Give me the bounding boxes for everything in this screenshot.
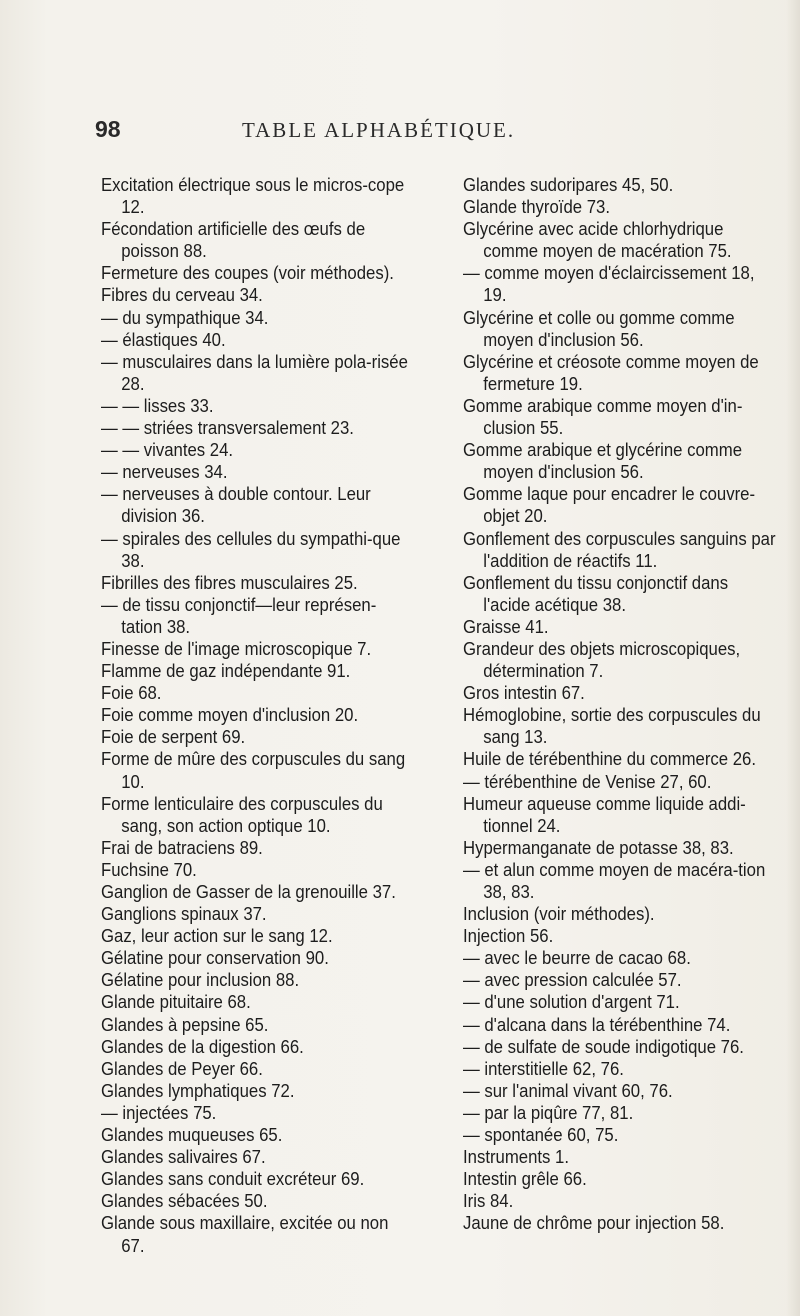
index-entry: Glandes sudoripares 45, 50.: [463, 175, 674, 195]
index-entry: — d'une solution d'argent 71.: [463, 992, 680, 1013]
index-entry: — musculaires dans la lumière pola-risée 28.: [101, 351, 408, 394]
index-entry: Instruments 1.: [463, 1147, 570, 1168]
index-entry: — et alun comme moyen de macéra-tion 38, 83.: [463, 859, 766, 902]
index-entry: — spontanée 60, 75.: [463, 1125, 619, 1146]
index-entry: Iris 84.: [463, 1191, 514, 1212]
index-entry: Frai de batraciens 89.: [101, 837, 263, 858]
index-entry: — du sympathique 34.: [101, 307, 269, 328]
running-title: TABLE ALPHABÉTIQUE.: [242, 118, 516, 142]
index-entry: Jaune de chrôme pour injection 58.: [463, 1213, 725, 1234]
index-entry: Glycérine avec acide chlorhydrique comme moyen de macération 75.: [463, 219, 732, 262]
index-entry: Ganglion de Gasser de la grenouille 37.: [101, 882, 396, 902]
index-entry: Glandes salivaires 67.: [101, 1147, 266, 1168]
index-entry: Gélatine pour inclusion 88.: [101, 970, 300, 991]
index-entry: — injectées 75.: [101, 1102, 217, 1123]
index-entry: Grandeur des objets microscopiques, détermination 7.: [463, 638, 741, 682]
index-entry: — — vivantes 24.: [101, 440, 234, 461]
index-entry: Foie comme moyen d'inclusion 20.: [101, 705, 359, 726]
index-entry: — spirales des cellules du sympathi-que 38.: [101, 528, 401, 571]
index-entry: — — striées transversalement 23.: [101, 418, 354, 439]
index-entry: Huile de térébenthine du commerce 26.: [463, 749, 756, 770]
index-entry: Gélatine pour conservation 90.: [101, 948, 329, 969]
index-entry: Glandes à pepsine 65.: [101, 1014, 269, 1035]
index-entry: Forme de mûre des corpuscules du sang 10.: [101, 749, 406, 792]
page-number: 98: [95, 116, 121, 142]
index-entry: — de sulfate de soude indigotique 76.: [463, 1036, 744, 1057]
index-entry: Excitation électrique sous le micros-cope 12.: [101, 175, 405, 218]
index-entry: Fuchsine 70.: [101, 859, 197, 880]
index-entry: Forme lenticulaire des corpuscules du sang, son action optique 10.: [101, 793, 383, 836]
index-entry: Graisse 41.: [463, 616, 549, 637]
index-entry: Fécondation artificielle des œufs de poisson 88.: [101, 219, 366, 262]
index-entry: — nerveuses 34.: [101, 462, 228, 483]
index-entry: Flamme de gaz indépendante 91.: [101, 661, 351, 682]
index-entry: Foie de serpent 69.: [101, 727, 246, 748]
index-entry: Fibres du cerveau 34.: [101, 285, 263, 306]
index-entry: Glandes muqueuses 65.: [101, 1125, 283, 1146]
index-entry: Gomme arabique comme moyen d'in-clusion 55.: [463, 395, 743, 439]
index-entry: Humeur aqueuse comme liquide addi-tionnel 24.: [463, 793, 746, 836]
index-entry: — sur l'animal vivant 60, 76.: [463, 1080, 673, 1101]
index-entry: Glandes sans conduit excréteur 69.: [101, 1169, 365, 1190]
index-entry: Gros intestin 67.: [463, 683, 585, 704]
index-entry: Gaz, leur action sur le sang 12.: [101, 926, 333, 947]
index-entry: — avec pression calculée 57.: [463, 970, 682, 991]
index-entry: — élastiques 40.: [101, 329, 226, 350]
index-entry: Glande thyroïde 73.: [463, 197, 610, 218]
index-entry: Inclusion (voir méthodes).: [463, 904, 655, 925]
index-entry: Hémoglobine, sortie des corpuscules du sang 13.: [463, 705, 761, 748]
index-entry: Gomme laque pour encadrer le couvre-objet 20.: [463, 484, 756, 527]
index-entry: — nerveuses à double contour. Leur division 36.: [101, 484, 371, 527]
index-entry: Fibrilles des fibres musculaires 25.: [101, 572, 358, 593]
index-entry: Gonflement des corpuscules sanguins par l'addition de réactifs 11.: [463, 528, 776, 571]
index-entry: Finesse de l'image microscopique 7.: [101, 638, 372, 659]
index-entry: — par la piqûre 77, 81.: [463, 1102, 634, 1123]
index-entry: Glandes sébacées 50.: [101, 1191, 268, 1212]
index-entry: — avec le beurre de cacao 68.: [463, 948, 691, 969]
index-entry: Hypermanganate de potasse 38, 83.: [463, 837, 734, 858]
index-entry: Glycérine et colle ou gomme comme moyen d'inclusion 56.: [463, 307, 735, 350]
index-entry: Glande sous maxillaire, excitée ou non 67.: [101, 1213, 389, 1256]
index-column-left: [101, 174, 414, 1257]
index-entry: Glandes de la digestion 66.: [101, 1036, 304, 1057]
index-entry: Gomme arabique et glycérine comme moyen d'inclusion 56.: [463, 440, 743, 483]
index-entry: — — lisses 33.: [101, 395, 214, 416]
index-entry: — comme moyen d'éclaircissement 18, 19.: [463, 263, 755, 306]
index-entry: Fermeture des coupes (voir méthodes).: [101, 263, 394, 284]
index-entry: Gonflement du tissu conjonctif dans l'acide acétique 38.: [463, 572, 729, 615]
page-header: [0, 116, 800, 146]
index-entry: Glycérine et créosote comme moyen de fermeture 19.: [463, 351, 759, 394]
index-entry: Glandes lymphatiques 72.: [101, 1080, 295, 1101]
index-entry: — de tissu conjonctif—leur représen-tation 38.: [101, 594, 377, 637]
index-entry: Foie 68.: [101, 683, 162, 704]
index-entry: Ganglions spinaux 37.: [101, 904, 267, 925]
index-entry: Glande pituitaire 68.: [101, 992, 251, 1013]
index-entry: Intestin grêle 66.: [463, 1169, 587, 1190]
page-edge-shadow: [786, 0, 800, 1316]
index-entry: — d'alcana dans la térébenthine 74.: [463, 1014, 731, 1035]
index-entry: Injection 56.: [463, 926, 554, 947]
index-entry: — térébenthine de Venise 27, 60.: [463, 771, 712, 792]
index-entry: — interstitielle 62, 76.: [463, 1058, 624, 1079]
index-entry: Glandes de Peyer 66.: [101, 1058, 263, 1079]
index-column-right: [463, 174, 779, 1235]
